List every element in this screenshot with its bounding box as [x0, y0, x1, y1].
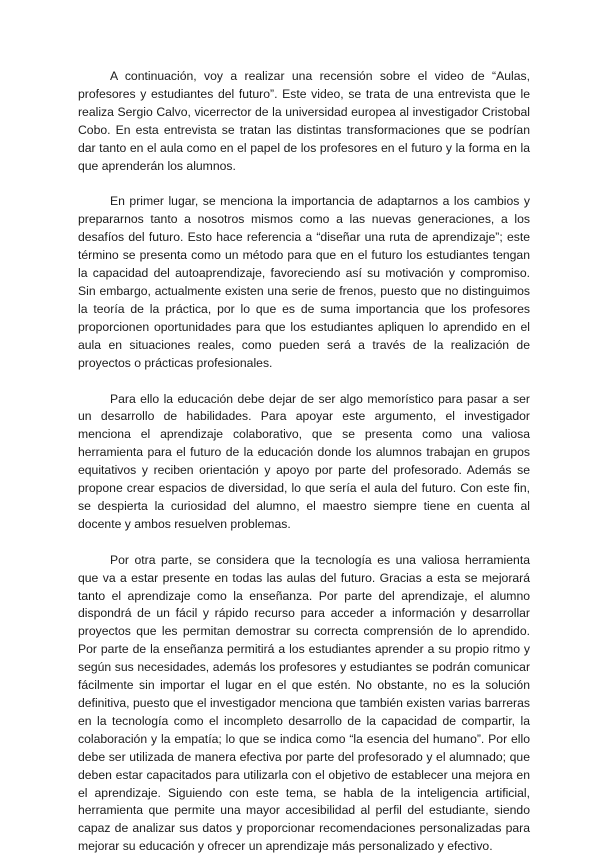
paragraph-introduction: A continuación, voy a realizar una recensión sobre el video de “Aulas, profesores y estudiantes del futuro”. Este video, se trata de una entrevista que le realiza Sergio Calvo, vicerrector de la universidad europea al investigador Cristobal Cobo. En esta entrevista se tratan las distintas transformaciones que se podrían dar tanto en el aula como en el papel de los profesores en el futuro y la forma en la que aprenderán los alumnos. — [78, 69, 530, 173]
paragraph-skills: Para ello la educación debe dejar de ser algo memorístico para pasar a ser un desarrollo de habilidades. Para apoyar este argumento, el investigador menciona el aprendizaje colaborativo, que se presenta como una valiosa herramienta para el futuro de la educación donde los alumnos trabajan en grupos equitativos y reciben orientación y apoyo por parte del profesorado. Además se propone crear espacios de diversidad, lo que sería el aula del futuro. Con este fin, se despierta la curiosidad del alumno, el maestro siempre tiene en cuenta al docente y ambos resuelven problemas. — [78, 391, 530, 531]
paragraph-technology: Por otra parte, se considera que la tecnología es una valiosa herramienta que va a estar presente en todas las aulas del futuro. Gracias a esta se mejorará tanto el aprendizaje como la enseñanza. Por parte del aprendizaje, el alumno dispondrá de un fácil y rápido recurso para acceder a información y desarrollar proyectos que les permitan demostrar su correcta comprensión de lo aprendido. Por parte de la enseñanza permitirá a los estudiantes aprender a su propio ritmo y según sus necesidades, además los profesores y estudiantes se podrán comunicar fácilmente sin importar el lugar en el que estén. No obstante, no es la solución definitiva, puesto que el investigador menciona que también existen varias barreras en la tecnología como el incompleto desarrollo de la capacidad de compartir, la colaboración y la empatía; lo que se indica como “la esencia del humano”. Por ello debe ser utilizada de manera efectiva por parte del profesorado y el alumnado; que deben estar capacitados para utilizarla con el objetivo de establecer una mejora en el aprendizaje. Siguiendo con este tema, se habla de la inteligencia artificial, herramienta que permite una mayor accesibilidad al perfil del estudiante, siendo capaz de analizar sus datos y proporcionar recomendaciones personalizadas para mejorar su educación y ofrecer un aprendizaje más personalizado y efectivo. — [78, 552, 530, 854]
document-body — [78, 68, 530, 856]
paragraph-adaptation: En primer lugar, se menciona la importancia de adaptarnos a los cambios y prepararnos tanto a nosotros mismos como a las nuevas generaciones, a los desafíos del futuro. Esto hace referencia a “diseñar una ruta de aprendizaje”; este término se presenta como un método para que en el futuro los estudiantes tengan la capacidad del autoaprendizaje, favoreciendo así su motivación y compromiso. Sin embargo, actualmente existen una serie de frenos, puesto que no distinguimos la teoría de la práctica, por lo que es de suma importancia que los profesores proporcionen oportunidades para que los estudiantes apliquen lo aprendido en el aula en situaciones reales, como pueden será a través de la realización de proyectos o prácticas profesionales. — [78, 194, 530, 370]
